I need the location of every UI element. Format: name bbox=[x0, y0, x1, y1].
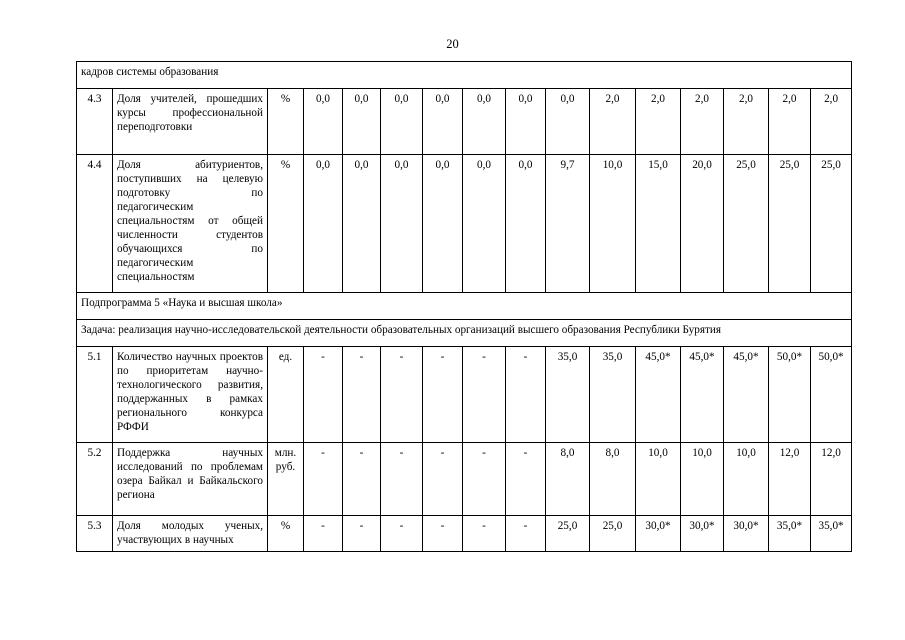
indicator-value: 45,0* bbox=[724, 347, 769, 443]
indicator-name: Доля учителей, прошедших курсы профессиональной переподготовки bbox=[113, 89, 268, 155]
indicator-value: 30,0* bbox=[636, 516, 681, 552]
section-row bbox=[77, 293, 852, 320]
indicator-value: 9,7 bbox=[546, 155, 590, 293]
indicator-unit: % bbox=[268, 155, 304, 293]
indicator-value: 10,0 bbox=[724, 443, 769, 516]
indicator-value: 2,0 bbox=[636, 89, 681, 155]
indicator-value: 12,0 bbox=[811, 443, 852, 516]
indicator-value: 50,0* bbox=[811, 347, 852, 443]
indicator-value: 0,0 bbox=[463, 155, 506, 293]
indicator-value: 0,0 bbox=[423, 89, 463, 155]
indicator-value: - bbox=[304, 516, 343, 552]
indicator-value: 0,0 bbox=[506, 155, 546, 293]
indicator-value: 12,0 bbox=[769, 443, 811, 516]
indicator-value: 0,0 bbox=[304, 89, 343, 155]
indicator-value: - bbox=[343, 516, 381, 552]
indicator-name: Доля молодых ученых, участвующих в научных bbox=[113, 516, 268, 552]
indicator-value: - bbox=[463, 347, 506, 443]
indicator-unit: млн. руб. bbox=[268, 443, 304, 516]
indicator-row bbox=[77, 155, 852, 293]
indicator-value: 45,0* bbox=[636, 347, 681, 443]
indicator-value: 20,0 bbox=[681, 155, 724, 293]
indicator-unit: ед. bbox=[268, 347, 304, 443]
indicator-value: - bbox=[423, 516, 463, 552]
table-body bbox=[77, 62, 852, 552]
indicator-row bbox=[77, 347, 852, 443]
indicator-value: - bbox=[343, 347, 381, 443]
indicator-value: - bbox=[381, 516, 423, 552]
indicator-value: 0,0 bbox=[546, 89, 590, 155]
indicator-value: 35,0* bbox=[811, 516, 852, 552]
indicator-value: 2,0 bbox=[590, 89, 636, 155]
indicator-number: 4.3 bbox=[77, 89, 113, 155]
indicator-number: 4.4 bbox=[77, 155, 113, 293]
indicator-value: - bbox=[381, 347, 423, 443]
section-title: кадров системы образования bbox=[77, 62, 852, 89]
indicator-name: Поддержка научных исследований по проблемам озера Байкал и Байкальского региона bbox=[113, 443, 268, 516]
indicator-value: 0,0 bbox=[381, 89, 423, 155]
indicator-value: 2,0 bbox=[724, 89, 769, 155]
indicator-value: - bbox=[423, 443, 463, 516]
indicators-table bbox=[76, 61, 852, 552]
indicator-value: 35,0* bbox=[769, 516, 811, 552]
indicator-value: 25,0 bbox=[590, 516, 636, 552]
indicator-value: 0,0 bbox=[463, 89, 506, 155]
indicator-value: 8,0 bbox=[546, 443, 590, 516]
indicator-value: 50,0* bbox=[769, 347, 811, 443]
indicator-value: - bbox=[423, 347, 463, 443]
indicator-value: 0,0 bbox=[343, 89, 381, 155]
indicator-value: - bbox=[381, 443, 423, 516]
indicator-value: - bbox=[304, 443, 343, 516]
indicator-value: 0,0 bbox=[304, 155, 343, 293]
section-row bbox=[77, 62, 852, 89]
indicator-value: - bbox=[463, 516, 506, 552]
indicator-value: 0,0 bbox=[343, 155, 381, 293]
indicator-value: 2,0 bbox=[769, 89, 811, 155]
indicator-number: 5.3 bbox=[77, 516, 113, 552]
indicator-value: 35,0 bbox=[590, 347, 636, 443]
indicator-value: 25,0 bbox=[724, 155, 769, 293]
indicator-value: - bbox=[506, 443, 546, 516]
indicator-value: 10,0 bbox=[590, 155, 636, 293]
indicator-value: 25,0 bbox=[811, 155, 852, 293]
indicator-unit: % bbox=[268, 89, 304, 155]
indicator-value: 30,0* bbox=[724, 516, 769, 552]
indicator-value: 0,0 bbox=[423, 155, 463, 293]
indicator-value: 30,0* bbox=[681, 516, 724, 552]
indicator-value: - bbox=[463, 443, 506, 516]
indicator-value: 10,0 bbox=[681, 443, 724, 516]
indicator-value: 35,0 bbox=[546, 347, 590, 443]
indicator-value: 2,0 bbox=[681, 89, 724, 155]
indicator-value: 25,0 bbox=[546, 516, 590, 552]
indicator-value: - bbox=[506, 347, 546, 443]
indicator-value: 10,0 bbox=[636, 443, 681, 516]
page-number: 20 bbox=[446, 37, 459, 51]
indicator-name: Количество научных проектов по приоритетам научно-технологического развития, поддержанных в рамках регионального конкурса РФФИ bbox=[113, 347, 268, 443]
indicator-number: 5.2 bbox=[77, 443, 113, 516]
indicator-value: 0,0 bbox=[381, 155, 423, 293]
indicator-value: 2,0 bbox=[811, 89, 852, 155]
indicator-value: 25,0 bbox=[769, 155, 811, 293]
indicator-number: 5.1 bbox=[77, 347, 113, 443]
indicator-value: - bbox=[506, 516, 546, 552]
indicator-name: Доля абитуриентов, поступивших на целевую подготовку по педагогическим специальностям от общей численности студентов обучающихся по педагогическим специальностям bbox=[113, 155, 268, 293]
indicator-unit: % bbox=[268, 516, 304, 552]
indicator-value: 15,0 bbox=[636, 155, 681, 293]
section-row bbox=[77, 320, 852, 347]
indicator-value: 0,0 bbox=[506, 89, 546, 155]
indicator-row bbox=[77, 516, 852, 552]
indicator-value: - bbox=[304, 347, 343, 443]
section-title: Задача: реализация научно-исследовательской деятельности образовательных организаций высшего образования Республики Бурятия bbox=[77, 320, 852, 347]
indicator-value: 45,0* bbox=[681, 347, 724, 443]
section-title: Подпрограмма 5 «Наука и высшая школа» bbox=[77, 293, 852, 320]
indicator-value: - bbox=[343, 443, 381, 516]
indicator-row bbox=[77, 443, 852, 516]
indicator-value: 8,0 bbox=[590, 443, 636, 516]
indicator-row bbox=[77, 89, 852, 155]
